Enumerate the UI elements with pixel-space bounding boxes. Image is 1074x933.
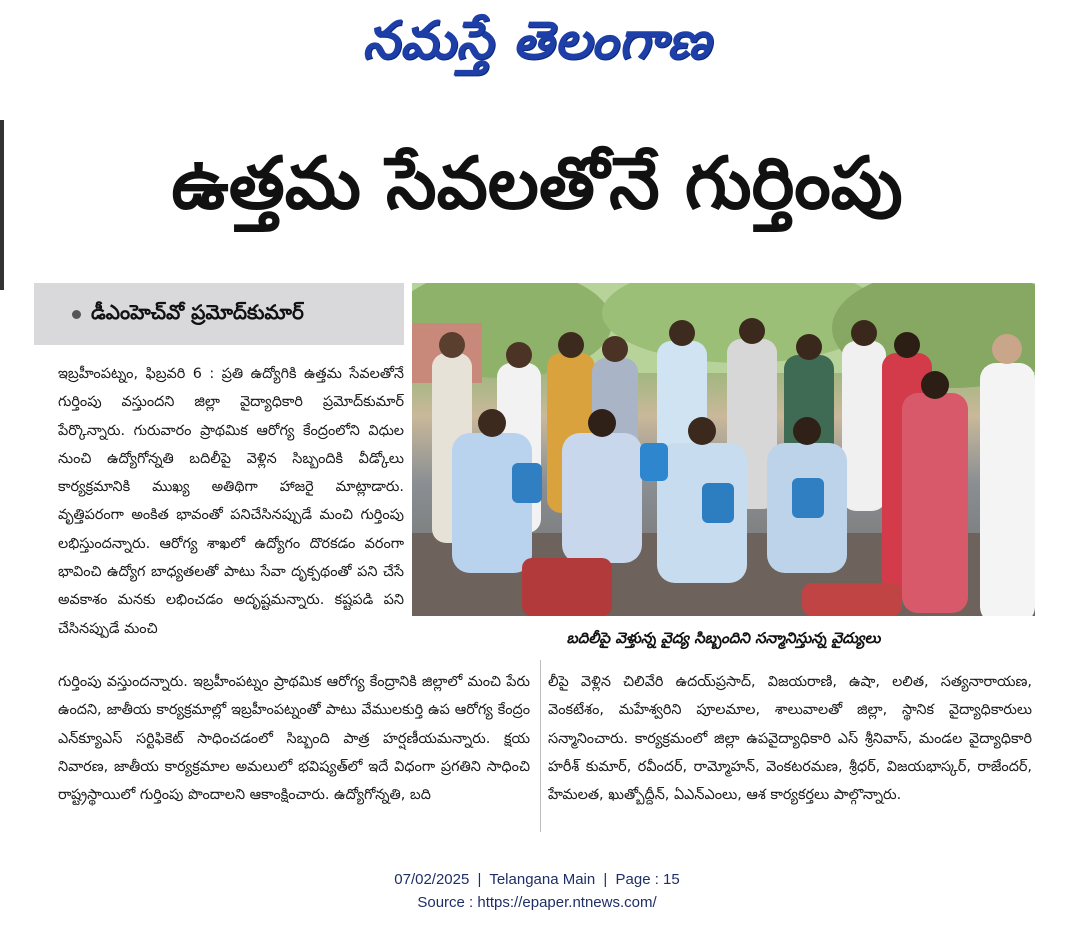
byline-text: డీఎంహెచ్‌వో ప్రమోద్‌కుమార్ [91, 299, 304, 324]
article-body-column-2 [548, 668, 1032, 838]
news-photo [412, 283, 1035, 616]
bullet-icon [72, 310, 81, 319]
footer-source: Source : https://epaper.ntnews.com/ [417, 894, 657, 911]
article-body-column-1-continued [58, 668, 530, 838]
newspaper-masthead: నమస్తే తెలంగాణ [362, 10, 712, 71]
byline-box [34, 283, 404, 345]
margin-rule [0, 120, 4, 290]
article-paragraph: ఇబ్రహీంపట్నం, ఫిబ్రవరి 6 : ప్రతి ఉద్యోగికి ఉత్తమ సేవలతోనే గుర్తింపు వస్తుందని జిల్లా వైద్యాధికారి ప్రమోద్‌కుమార్ పేర్కొన్నారు. గురువారం ప్రాథమిక ఆరోగ్య కేంద్రంలోని విధుల నుంచి ఉద్యోగోన్నతి బదిలీపై వెళ్లిన సిబ్బందికి వీడ్కోలు కార్యక్రమానికి ముఖ్య అతిథిగా హాజరై మాట్లాడారు. వృత్తిపరంగా అంకిత భావంతో పనిచేసినప్పుడే మంచి గుర్తింపు లభిస్తుందన్నారు. ఆరోగ్య శాఖలో ఉద్యోగం దొరకడం వరంగా భావించి ఉద్యోగ బాధ్యతలతో పాటు సేవా దృక్పథంతో పని చేసే అవకాశం మనకు లభించడం అదృష్టమన్నారు. కష్టపడి పని చేసినప్పుడే మంచి [58, 366, 404, 637]
photo-caption: బదిలీపై వెళ్తున్న వైద్య సిబ్బందిని సన్మానిస్తున్న వైద్యులు [566, 629, 881, 647]
article-headline: ఉత్తమ సేవలతోనే గుర్తింపు [171, 141, 903, 225]
news-photo-illustration [412, 283, 1035, 616]
footer-separator: | [477, 871, 482, 888]
column-divider [540, 660, 541, 832]
article-paragraph: లీపై వెళ్లిన చిలివేరి ఉదయ్‌ప్రసాద్, విజయరాణి, ఉషా, లలిత, సత్యనారాయణ, వెంకటేశం, మహేశ్వరిని పూలమాల, శాలువాలతో జిల్లా, స్థానిక వైద్యాధికారులు సన్మానించారు. కార్యక్రమంలో జిల్లా ఉపవైద్యాధికారి ఎస్ శ్రీనివాస్, మండల వైద్యాధికారి హరీశ్ కుమార్, రవీందర్, రామ్మోహన్, వెంకటరమణ, శ్రీధర్, విజయభాస్కర్, రాజేందర్, హేమలత, ఖుత్బోద్దీన్, ఏఎన్‌ఎంలు, ఆశ కార్యకర్తలు పాల్గొన్నారు. [548, 674, 1032, 804]
article-body-column-1 [58, 360, 404, 660]
footer-separator: | [603, 871, 608, 888]
footer-date: 07/02/2025 [394, 871, 470, 888]
footer-edition-line [0, 871, 1074, 888]
footer-edition: Telangana Main [489, 871, 596, 888]
footer-page: Page : 15 [615, 871, 680, 888]
article-paragraph: గుర్తింపు వస్తుందన్నారు. ఇబ్రహీంపట్నం ప్రాథమిక ఆరోగ్య కేంద్రానికి జిల్లాలో మంచి పేరు ఉందని, జాతీయ కార్యక్రమాల్లో ఇబ్రహీంపట్నంతో పాటు వేములకుర్తి ఉప ఆరోగ్య కేంద్రం ఎన్‌క్యూఎస్ సర్టిఫికెట్ సాధించడంలో సిబ్బంది పాత్ర హర్షణీయమన్నారు. క్షయ నివారణ, జాతీయ కార్యక్రమాల అమలులో భవిష్యత్‌లో ఇదే విధంగా ప్రగతిని సాధించి రాష్ట్రస్థాయిలో గుర్తింపు పొందాలని ఆకాంక్షించారు. ఉద్యోగోన్నతి, బది [58, 674, 530, 804]
